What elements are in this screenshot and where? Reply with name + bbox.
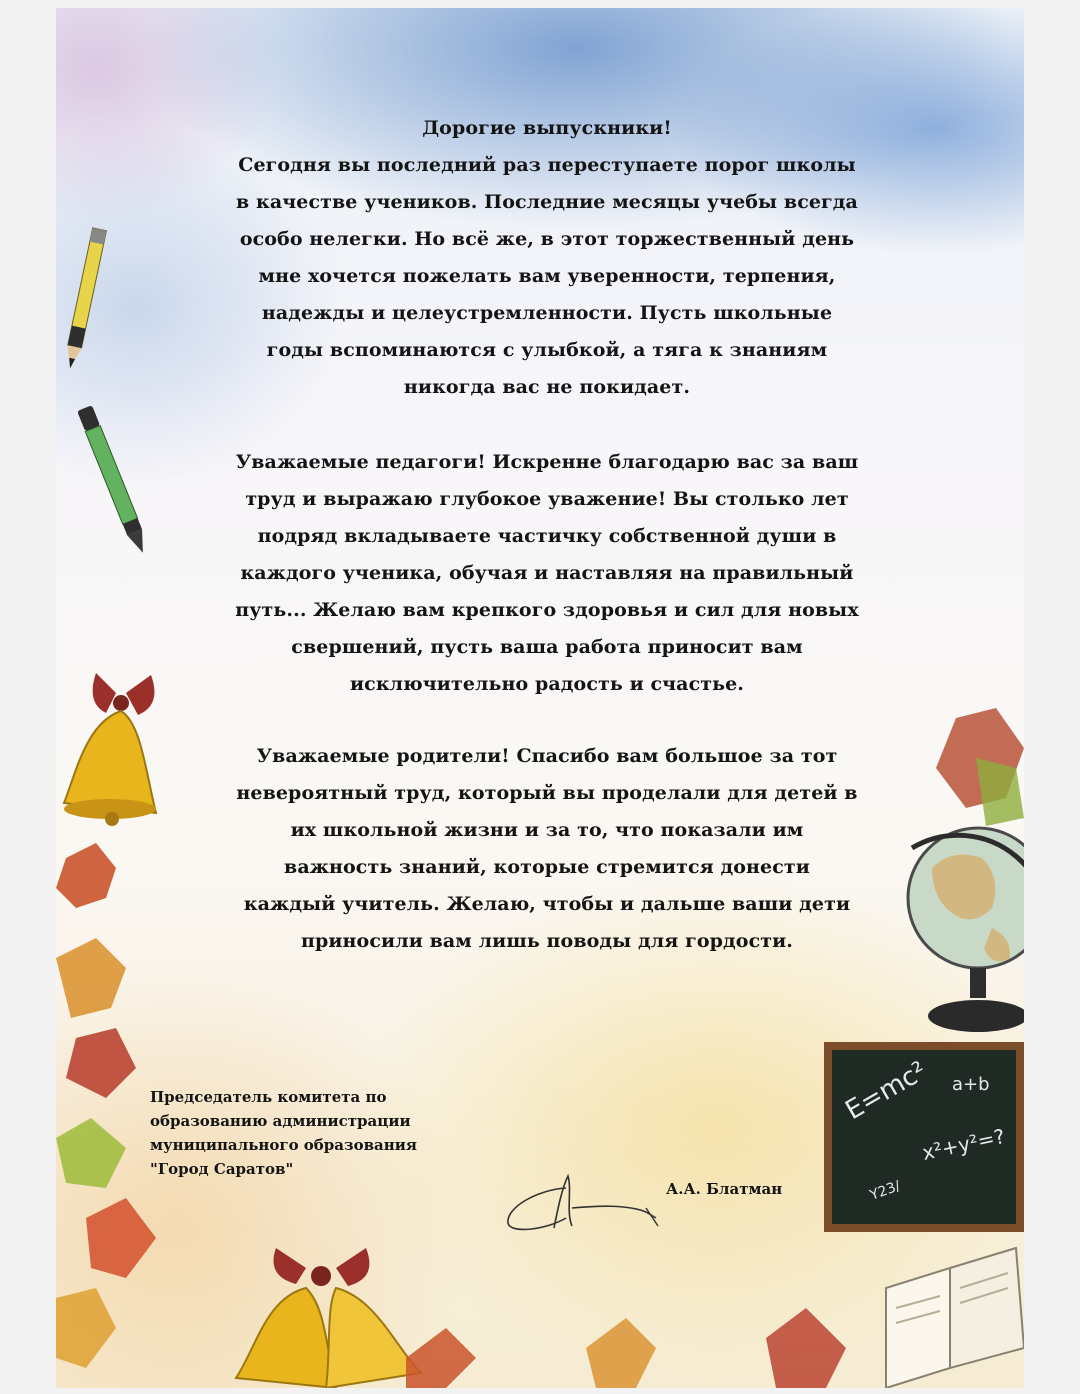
autumn-leaves-bottom bbox=[386, 1298, 886, 1388]
chalkboard bbox=[824, 1042, 1024, 1232]
chalk-formula: Y23/ bbox=[867, 1178, 903, 1204]
chalk-formula: a+b bbox=[952, 1074, 990, 1095]
paragraph-line: годы вспоминаются с улыбкой, а тяга к знаниям bbox=[266, 339, 828, 361]
paragraph-line: никогда вас не покидает. bbox=[403, 376, 691, 398]
heading-graduates: Дорогие выпускники! bbox=[422, 117, 672, 139]
paragraph-line: приносили вам лишь поводы для гордости. bbox=[300, 930, 794, 952]
signer-line: Председатель комитета по bbox=[150, 1088, 387, 1106]
signer-position bbox=[150, 1085, 417, 1181]
pencil-icon bbox=[56, 208, 116, 388]
paragraph-line: Сегодня вы последний раз переступаете порог школы bbox=[238, 154, 856, 176]
greeting-teachers bbox=[152, 444, 942, 703]
paragraph-line: исключительно радость и счастье. bbox=[349, 673, 745, 695]
paragraph-line: свершений, пусть ваша работа приносит вам bbox=[291, 636, 803, 658]
signer-name: А.А. Блатман bbox=[666, 1180, 783, 1198]
paragraph-line: невероятный труд, который вы проделали для детей в bbox=[236, 782, 858, 804]
paragraph-line: надежды и целеустремленности. Пусть школьные bbox=[261, 302, 833, 324]
greeting-graduates bbox=[152, 110, 942, 406]
greeting-parents bbox=[152, 738, 942, 960]
paragraph-line: подряд вкладываете частичку собственной души в bbox=[257, 525, 837, 547]
chalk-formula: x²+y²=? bbox=[920, 1123, 1008, 1165]
paragraph-line: их школьной жизни и за то, что показали им bbox=[290, 819, 804, 841]
paragraph-line: каждый учитель. Желаю, чтобы и дальше ваши дети bbox=[243, 893, 851, 915]
paragraph-line: важность знаний, которые стремится донести bbox=[284, 856, 810, 878]
chalk-formula: E=mc² bbox=[840, 1055, 932, 1127]
signer-line: "Город Саратов" bbox=[150, 1160, 294, 1178]
paragraph-line: труд и выражаю глубокое уважение! Вы столько лет bbox=[245, 488, 849, 510]
letter-sheet bbox=[56, 8, 1024, 1388]
signer-line: муниципального образования bbox=[150, 1136, 417, 1154]
handwritten-signature bbox=[496, 1168, 676, 1238]
book-icon bbox=[876, 1228, 1024, 1388]
paragraph-line: путь... Желаю вам крепкого здоровья и сил для новых bbox=[235, 599, 859, 621]
paragraph-line: Уважаемые родители! Спасибо вам большое за тот bbox=[256, 745, 838, 767]
paragraph-line: Уважаемые педагоги! Искренне благодарю вас за ваш bbox=[235, 451, 859, 473]
paragraph-line: каждого ученика, обучая и наставляя на правильный bbox=[240, 562, 854, 584]
pen-icon bbox=[70, 396, 160, 566]
signer-line: образованию администрации bbox=[150, 1112, 411, 1130]
paragraph-line: мне хочется пожелать вам уверенности, терпения, bbox=[258, 265, 836, 287]
paragraph-line: особо нелегки. Но всё же, в этот торжественный день bbox=[239, 228, 855, 250]
paragraph-line: в качестве учеников. Последние месяцы учебы всегда bbox=[236, 191, 858, 213]
